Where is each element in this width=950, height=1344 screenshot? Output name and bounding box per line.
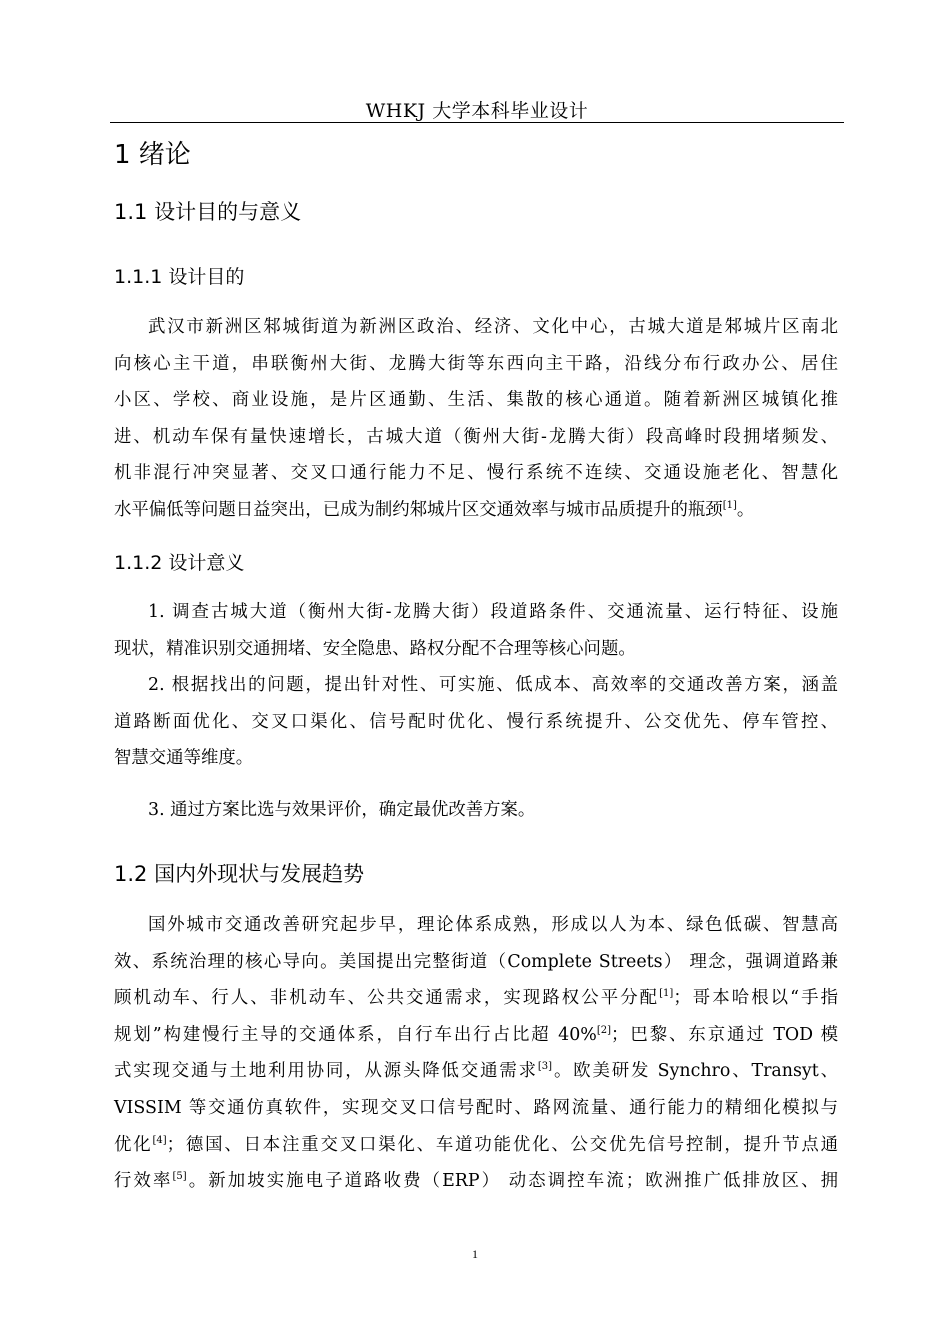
paragraph-design-purpose (114, 309, 838, 529)
text-line: 效、系统治理的核心导向。美国提出完整街道（Complete Streets） 理念，强调道路兼 (114, 951, 838, 972)
line-text: ；德国、日本注重交叉口渠化、车道功能优化、公交优先信号控制，提升节点通 (166, 1134, 838, 1155)
paragraph-domestic-foreign-status (114, 907, 838, 1200)
text-line (114, 492, 838, 529)
list-item-2 (114, 667, 838, 777)
header-rule (110, 122, 844, 123)
text-line: 3. 通过方案比选与效果评价，确定最优改善方案。 (148, 800, 536, 820)
text-line (114, 1053, 838, 1090)
citation: [1] (659, 988, 674, 1000)
text-line (114, 980, 838, 1017)
line-text: 顾机动车、行人、非机动车、公共交通需求，实现路权公平分配 (114, 988, 660, 1009)
text-line (114, 1163, 838, 1200)
text-line (114, 1127, 838, 1164)
text-line: 1. 调查古城大道（衡州大街-龙腾大街）段道路条件、交通流量、运行特征、设施 (148, 602, 838, 622)
list-item-3 (114, 792, 838, 829)
text-line: 2. 根据找出的问题，提出针对性、可实施、低成本、高效率的交通改善方案，涵盖 (148, 675, 838, 695)
citation: [3] (537, 1061, 553, 1073)
text-line: VISSIM 等交通仿真软件，实现交叉口信号配时、路网流量、通行能力的精细化模拟与 (114, 1097, 838, 1118)
section-1-1-title: 1.1 设计目的与意义 (114, 200, 302, 224)
section-1-1-2-title: 1.1.2 设计意义 (114, 552, 245, 574)
text-line: 向核心主干道，串联衡州大街、龙腾大街等东西向主干路，沿线分布行政办公、居住 (114, 353, 838, 374)
page-number: 1 (472, 1247, 478, 1261)
section-1-1-1-title: 1.1.1 设计目的 (114, 266, 245, 288)
line-text: 规划”构建慢行主导的交通体系，自行车出行占比超 40% (114, 1024, 597, 1045)
line-text: 式实现交通与土地利用协同，从源头降低交通需求 (114, 1061, 538, 1082)
text-line: 小区、学校、商业设施，是片区通勤、生活、集散的核心通道。随着新洲区城镇化推 (114, 390, 838, 411)
text-line: 智慧交通等维度。 (114, 748, 254, 769)
line-text: 。新加坡实施电子道路收费（ERP） 动态调控车流；欧洲推广低排放区、拥 (186, 1171, 838, 1192)
line-text: 。 (736, 499, 755, 520)
line-text: ；哥本哈根以“手指 (673, 988, 838, 1009)
citation: [4] (152, 1134, 167, 1146)
text-line: 武汉市新洲区邾城街道为新洲区政治、经济、文化中心，古城大道是邾城片区南北 (148, 317, 838, 337)
text-line: 机非混行冲突显著、交叉口通行能力不足、慢行系统不连续、交通设施老化、智慧化 (114, 463, 838, 484)
text-line: 进、机动车保有量快速增长，古城大道（衡州大街-龙腾大街）段高峰时段拥堵频发、 (114, 426, 838, 447)
list-item-1 (114, 594, 838, 667)
line-text: 。欧美研发 Synchro、Transyt、 (552, 1061, 838, 1082)
line-text: 行效率 (114, 1171, 173, 1192)
text-line (114, 1017, 838, 1054)
text-line: 国外城市交通改善研究起步早，理论体系成熟，形成以人为本、绿色低碳、智慧高 (148, 915, 838, 935)
citation: [5] (172, 1171, 187, 1183)
chapter-title: 1 绪论 (114, 140, 191, 170)
text-line: 道路断面优化、交叉口渠化、信号配时优化、慢行系统提升、公交优先、停车管控、 (114, 711, 838, 732)
line-text: 水平偏低等问题日益突出，已成为制约邾城片区交通效率与城市品质提升的瓶颈 (114, 499, 723, 520)
running-header: WHKJ 大学本科毕业设计 (365, 100, 589, 122)
citation: [1] (722, 499, 737, 511)
text-line: 现状，精准识别交通拥堵、安全隐患、路权分配不合理等核心问题。 (114, 638, 636, 659)
citation: [2] (596, 1024, 611, 1036)
line-text: ；巴黎、东京通过 TOD 模 (610, 1024, 838, 1045)
section-1-2-title: 1.2 国内外现状与发展趋势 (114, 862, 365, 886)
line-text: 优化 (114, 1134, 153, 1155)
